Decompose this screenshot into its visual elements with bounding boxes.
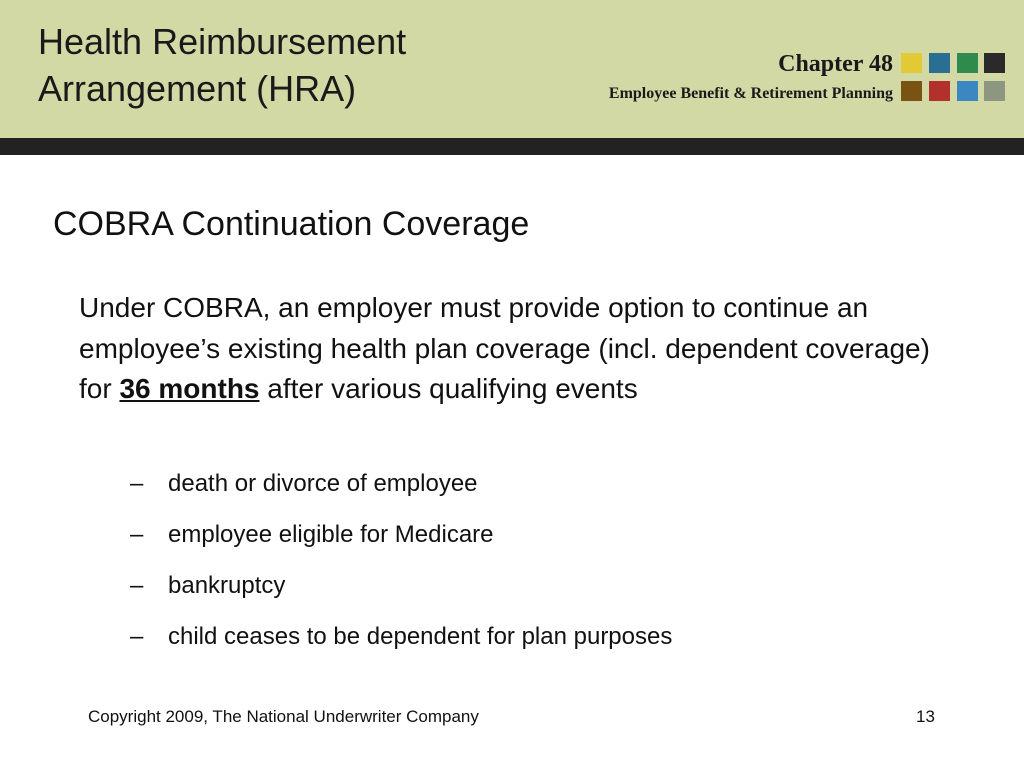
- qualifying-events-list: [130, 466, 672, 670]
- dash-bullet: –: [130, 470, 144, 497]
- list-item-text: employee eligible for Medicare: [168, 521, 494, 548]
- logo-square-r1-c4: [984, 53, 1005, 73]
- header-title-line-1: Health Reimbursement: [38, 21, 407, 62]
- footer-copyright: Copyright 2009, The National Underwriter Company: [88, 707, 479, 726]
- logo-square-r1-c3: [957, 53, 978, 73]
- logo-square-r1-c1: [901, 53, 922, 73]
- slide-header: [0, 0, 1024, 138]
- logo-square-r2-c3: [957, 81, 978, 101]
- list-item: [130, 466, 672, 517]
- logo-square-r2-c2: [929, 81, 950, 101]
- page-number: 13: [916, 707, 935, 726]
- logo-square-r2-c4: [984, 81, 1005, 101]
- list-item-text: death or divorce of employee: [168, 470, 478, 497]
- list-item: [130, 517, 672, 568]
- color-squares-logo: [901, 53, 1005, 103]
- dash-bullet: –: [130, 623, 144, 650]
- emphasized-duration: 36 months: [119, 373, 260, 404]
- header-title-line-2: Arrangement (HRA): [38, 68, 357, 109]
- dash-bullet: –: [130, 572, 144, 599]
- dash-bullet: –: [130, 521, 144, 548]
- chapter-label: Chapter 48: [778, 51, 893, 77]
- slide-heading: COBRA Continuation Coverage: [53, 205, 530, 243]
- logo-square-r1-c2: [929, 53, 950, 73]
- body-paragraph: [79, 288, 939, 410]
- course-title: Employee Benefit & Retirement Planning: [608, 85, 893, 102]
- body-text-start: Under COBRA, an employer must provide option to continue an employee’s existing health plan coverage (incl. dependent coverage) for: [79, 292, 930, 404]
- header-divider-bar: [0, 138, 1024, 155]
- list-item-text: bankruptcy: [168, 572, 286, 599]
- body-text-end: after various qualifying events: [259, 373, 638, 404]
- list-item-text: child ceases to be dependent for plan purposes: [168, 623, 673, 650]
- logo-square-r2-c1: [901, 81, 922, 101]
- list-item: [130, 568, 672, 619]
- list-item: [130, 619, 672, 670]
